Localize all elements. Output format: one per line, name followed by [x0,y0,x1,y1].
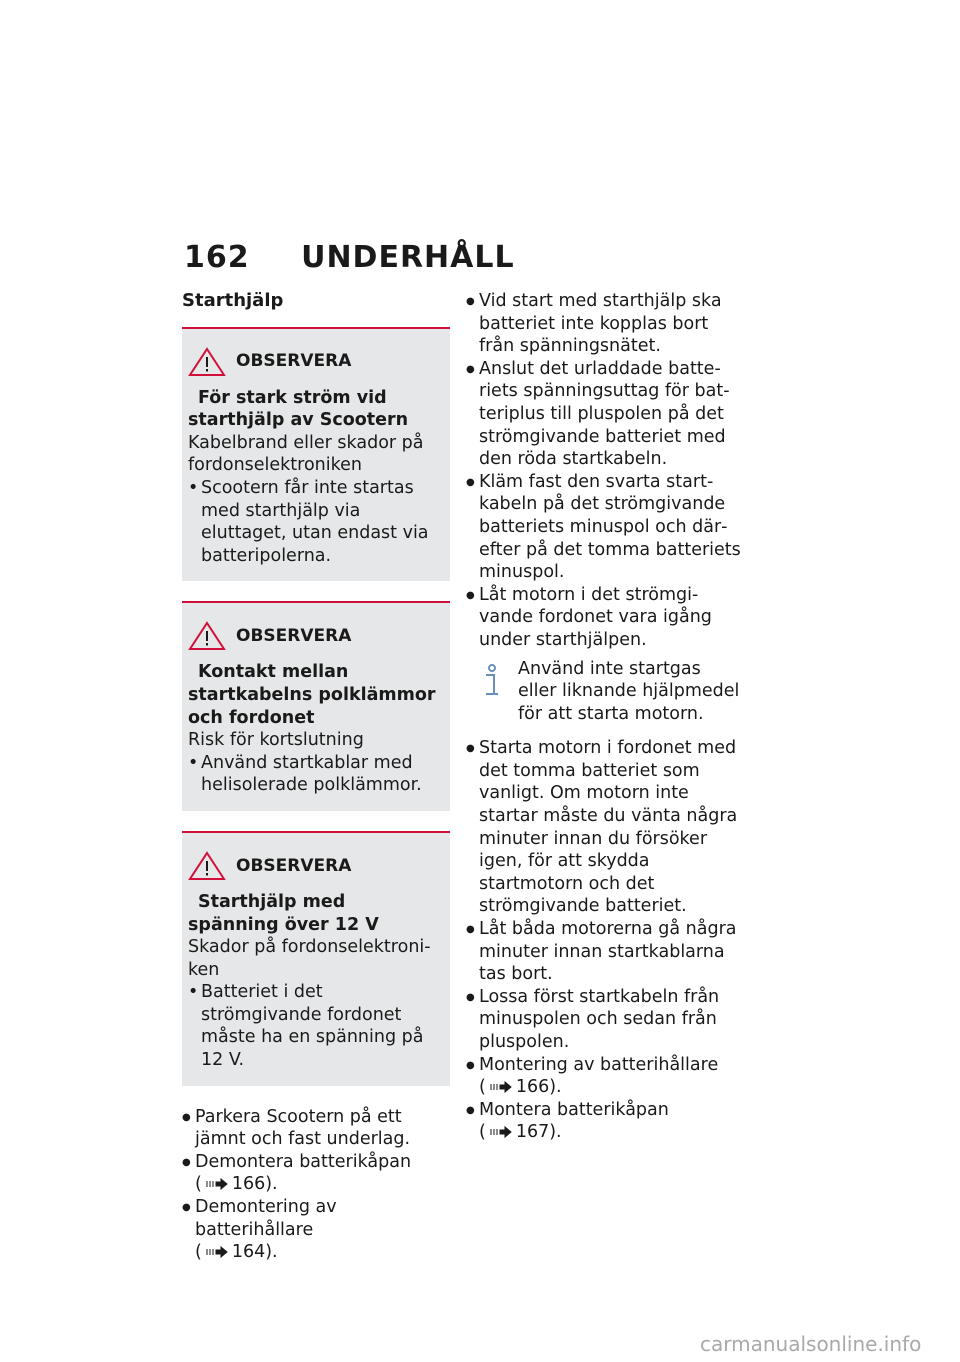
warning-consequence: Skador på fordonselektroniken [188,937,431,980]
warning-head [188,347,442,377]
step-text: Montera batterikåpan [479,1099,669,1120]
step-text: Lossa först startkabeln från minuspolen och sedan från pluspolen. [479,986,720,1052]
step-reference: 166). [515,1077,562,1098]
note-text: Använd inte startgas eller liknande hjälpmedel för att starta motorn. [518,658,740,724]
warning-title: Starthjälp med spänning över 12 V [188,891,379,935]
warning-box [182,327,450,582]
info-note [466,658,742,726]
arrow-reference-icon [206,1246,228,1258]
step-item: ● Demontera batterikåpan ( 166). [182,1151,450,1196]
warning-bullets [188,981,442,1071]
step-item [466,471,742,584]
warning-title: För stark ström vid starthjälp av Scootern [188,387,409,431]
warning-bullet: • Använd startkablar med helisolerade polklämmor. [188,752,442,797]
step-item [466,737,742,918]
step-item: ● Montera batterikåpan ( 167). [466,1099,742,1144]
step-text: Kläm fast den svarta startkabeln på det strömgivande batteriets minuspol och därefter på det tomma batteriets minuspol. [479,471,741,583]
step-text: Låt motorn i det strömgivande fordonet vara igång under starthjälpen. [479,584,712,650]
warning-head [188,621,442,651]
right-steps-list-b [466,737,742,1144]
step-reference: 166). [231,1174,278,1195]
step-item [466,290,742,358]
warning-consequence: Kabelbrand eller skador på fordonselektroniken [188,432,424,476]
arrow-reference-icon [206,1178,228,1190]
warning-triangle-icon [188,347,226,377]
step-item [466,918,742,986]
warning-bullets [188,477,442,567]
step-text: Anslut det urladdade batteriets spänningsuttag för batteriplus till pluspolen på det strömgivande batteriet med den röda startkabeln. [479,358,730,470]
page-header [184,240,515,275]
right-steps-list-a [466,290,742,652]
step-text: Demontera batterikåpan [195,1151,412,1172]
right-column [466,290,742,1144]
step-item: ● Montering av batterihållare ( 166). [466,1054,742,1099]
step-item [466,986,742,1054]
step-reference: 164). [231,1242,278,1263]
page-number: 162 [184,240,250,275]
warning-title: Kontakt mellan startkabelns polklämmor och fordonet [188,662,436,728]
chapter-title: UNDERHÅLL [301,240,515,275]
step-item: ● Demontering av batterihållare ( 164). [182,1196,450,1264]
warning-box [182,831,450,1086]
step-text: Vid start med starthjälp ska batteriet inte kopplas bort från spänningsnätet. [479,291,722,357]
left-column [182,290,450,1264]
step-reference: 167). [515,1122,562,1143]
warning-bullets [188,752,442,797]
watermark: carmanualsonline.info [700,1332,922,1356]
arrow-reference-icon [490,1081,512,1093]
warning-bullet: • Scootern får inte startas med starthjälp via eluttaget, utan endast via batteripolerna. [188,477,442,567]
info-icon [474,658,510,700]
arrow-reference-icon [490,1126,512,1138]
step-text: Låt båda motorerna gå några minuter innan startkablarna tas bort. [479,919,737,985]
warning-triangle-icon [188,851,226,881]
step-item [182,1106,450,1151]
step-item [466,358,742,471]
step-text: Demontering av batterihållare [195,1197,337,1240]
warning-box [182,601,450,811]
warnings-list [182,327,450,1086]
step-item [466,584,742,652]
warning-triangle-icon [188,621,226,651]
warning-bullet: • Batteriet i det strömgivande fordonet måste ha en spänning på 12 V. [188,981,442,1071]
step-text: Parkera Scootern på ett jämnt och fast underlag. [195,1106,411,1150]
warning-label: OBSERVERA [236,855,352,876]
warning-label: OBSERVERA [236,351,352,372]
warning-head [188,851,442,881]
section-title: Starthjälp [182,290,284,311]
step-text: Montering av batterihållare [479,1054,719,1075]
left-steps-list [182,1106,450,1264]
warning-consequence: Risk för kortslutning [188,730,364,751]
step-text: Starta motorn i fordonet med det tomma batteriet som vanligt. Om motorn inte startar måste du vänta några minuter innan du försöker igen, för att skydda startmotorn och det strömgivande batteriet. [479,738,738,917]
warning-label: OBSERVERA [236,626,352,647]
